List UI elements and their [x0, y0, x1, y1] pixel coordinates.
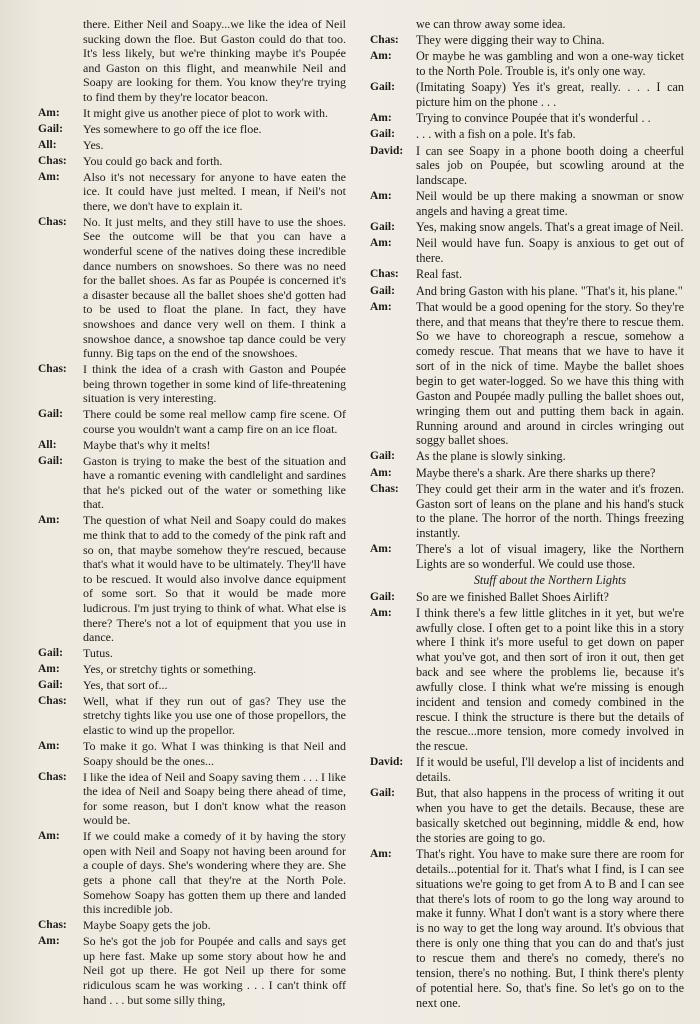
dialogue-text: Gaston is trying to make the best of the situation and have a romantic evening with candlelight and sardines that he's picked out of the water or something like that. [83, 453, 346, 512]
speaker-name: Gail: [38, 454, 63, 467]
dialogue-text: That would be a good opening for the story. So they're there, and that means that they're there to rescue them. So we have to choreograph a rescue, somehow a comedy rescue. That means that we have to have it sort of in the nick of time. Maybe the ballet shoes begin to get water-logged. So we have this thing with Gaston and Poupée madly pulling the ballet shoes out, wringing them out and putting them back in again. Running around and around in circles wringing out soggy ballet shoes. [416, 299, 684, 448]
dialogue-text: Tutus. [83, 646, 113, 661]
dialogue-turn [38, 918, 346, 933]
dialogue-text: Yes, making snow angels. That's a great image of Neil. [416, 220, 684, 235]
dialogue-text: Yes. [83, 137, 104, 152]
dialogue-turn [38, 934, 346, 1007]
speaker-name: Gail: [370, 284, 395, 297]
right-dialogue-list-2 [370, 590, 684, 1011]
speaker-name: Am: [38, 663, 60, 676]
left-column [38, 17, 346, 1008]
dialogue-turn [38, 513, 346, 644]
dialogue-turn [370, 542, 684, 572]
dialogue-turn [370, 111, 684, 126]
dialogue-text: Maybe that's why it melts! [83, 437, 211, 452]
dialogue-text: Yes somewhere to go off the ice floe. [83, 121, 262, 136]
right-dialogue-list [370, 33, 684, 572]
dialogue-turn [370, 786, 684, 845]
speaker-name: Am: [38, 106, 60, 119]
speaker-name: Gail: [38, 678, 63, 691]
speaker-name: Am: [370, 848, 392, 861]
speaker-name: Gail: [370, 128, 395, 141]
dialogue-turn [370, 847, 684, 1010]
speaker-name: Chas: [38, 919, 67, 932]
dialogue-turn [38, 739, 346, 768]
dialogue-text: So he's got the job for Poupée and calls and says get up here fast. Make up some story about how he and Neil got up there. He got Neil up there for some ridiculous scam he was working . . . I can't think off hand . . . but some silly thing, [83, 934, 346, 1007]
dialogue-turn [370, 590, 684, 605]
dialogue-turn [370, 33, 684, 48]
dialogue-text: Yes, that sort of... [83, 677, 168, 692]
speaker-name: Gail: [370, 221, 395, 234]
dialogue-turn [38, 829, 346, 917]
speaker-name: Gail: [370, 81, 395, 94]
dialogue-turn [38, 122, 346, 137]
speaker-name: Am: [370, 190, 392, 203]
dialogue-turn [38, 678, 346, 693]
dialogue-turn [370, 49, 684, 79]
dialogue-text: There's a lot of visual imagery, like the Northern Lights are so wonderful. We could use those. [416, 542, 684, 572]
dialogue-text: No. It just melts, and they still have to use the shoes. See the outcome will be that you can have a wonderful scene of the natives doing these incredible dance numbers on snowshoes. So there was no need for the ballet shoes. As far as Poupée is concerned it's a disaster because all the ballet shoes she'd gotten had to be used to float the plane. In fact, they have snowshoes and dance very well on them. I think a snowshoe dance, a snowshoe tap dance could be very funny. Big taps on the end of the snowshoes. [83, 214, 346, 361]
dialogue-text: I can see Soapy in a phone booth doing a cheerful sales job on Poupée, but scowling around at the landscape. [416, 143, 684, 188]
dialogue-text: If it would be useful, I'll develop a list of incidents and details. [416, 755, 684, 785]
speaker-name: Am: [370, 466, 392, 479]
dialogue-text: It might give us another piece of plot to work with. [83, 105, 328, 120]
dialogue-turn [370, 220, 684, 235]
dialogue-turn [370, 284, 684, 299]
speaker-name: Am: [370, 543, 392, 556]
dialogue-text: Neil would have fun. Soapy is anxious to get out of there. [416, 236, 684, 266]
speaker-name: Am: [38, 935, 60, 948]
dialogue-turn [370, 267, 684, 282]
dialogue-turn [370, 466, 684, 481]
dialogue-text: Neil would be up there making a snowman or snow angels and having a great time. [416, 189, 684, 219]
dialogue-text: You could go back and forth. [83, 153, 223, 168]
speaker-name: Am: [370, 606, 392, 619]
speaker-name: Gail: [370, 590, 395, 603]
dialogue-text: . . . with a fish on a pole. It's fab. [416, 127, 576, 142]
dialogue-text: I think the idea of a crash with Gaston and Poupée being thrown together in some kind of life-threatening situation is very interesting. [83, 362, 346, 406]
dialogue-turn [38, 662, 346, 677]
speaker-name: Chas: [38, 770, 67, 783]
dialogue-turn [38, 407, 346, 436]
continued-paragraph: we can throw away some idea. [416, 17, 566, 31]
speaker-name: Am: [38, 830, 60, 843]
speaker-name: Chas: [38, 694, 67, 707]
dialogue-turn [38, 454, 346, 512]
dialogue-turn [370, 606, 684, 754]
speaker-name: Gail: [38, 122, 63, 135]
speaker-name: Chas: [370, 34, 399, 47]
dialogue-text: They were digging their way to China. [416, 33, 605, 48]
speaker-name: Gail: [38, 408, 63, 421]
dialogue-turn [370, 189, 684, 219]
dialogue-text: If we could make a comedy of it by having the story open with Neil and Soapy not having been around for a couple of days. She's wondering where they are. She gets a phone call that they're at the North Pole. Somehow Soapy has gotten them up there and landed this incredible job. [83, 829, 346, 917]
dialogue-turn [370, 482, 684, 541]
dialogue-text: Maybe Soapy gets the job. [83, 918, 211, 933]
dialogue-turn [370, 755, 684, 785]
dialogue-text: I think there's a few little glitches in it yet, but we're awfully close. I often get to a point like this in a story where I think it's more useful to get down on paper what you've got, and then sort of iron it out, then get back and see where the problems lie, because it's awfully close. I think what we're missing is enough incident and tension and comedy combined in the rescue. I think the structure is there but the details of the rescue...more tension, more comedy involved in the rescue. [416, 605, 684, 754]
dialogue-text: Well, what if they run out of gas? They use the stretchy tights like you use one of those propellors, the elastic to wind up the propellor. [83, 693, 346, 738]
dialogue-turn [38, 438, 346, 453]
dialogue-text: Trying to convince Poupée that it's wonderful . . [416, 111, 651, 126]
dialogue-turn [370, 144, 684, 189]
dialogue-turn [38, 138, 346, 153]
dialogue-text: The question of what Neil and Soapy could do makes me think that to add to the comedy of the pink raft and so on, that maybe somehow they're rescued, because that's what it would have to be ultimately. They'll have to be rescued. It would also involve dance equipment of some sort. So that it would be made more ludicrous. I'm just trying to think of what. What else is there? There's not a lot of equipment that you use in dance. [83, 513, 346, 645]
dialogue-turn [370, 449, 684, 464]
continued-paragraph: there. Either Neil and Soapy...we like the idea of Neil sucking down the floe. But Gaston could do that too. It's less likely, but we're thinking maybe it's Poupée and Gaston on this flight, and meanwhile Neil and Soapy are looking for them. You know they're trying to find them by they're locator beacon. [83, 17, 346, 105]
dialogue-turn [38, 154, 346, 169]
speaker-name: Gail: [370, 450, 395, 463]
dialogue-turn [38, 170, 346, 214]
right-column [370, 17, 684, 1012]
speaker-name: Am: [370, 237, 392, 250]
dialogue-turn [38, 770, 346, 828]
dialogue-turn [370, 300, 684, 448]
speaker-name: Chas: [370, 482, 399, 495]
speaker-name: David: [370, 144, 404, 157]
speaker-name: Chas: [38, 154, 67, 167]
dialogue-text: Or maybe he was gambling and won a one-way ticket to the North Pole. Trouble is, it's only one way. [416, 49, 684, 79]
speaker-name: Chas: [38, 363, 67, 376]
dialogue-turn [370, 80, 684, 110]
dialogue-text: As the plane is slowly sinking. [416, 449, 566, 464]
dialogue-turn [38, 106, 346, 121]
dialogue-text: There could be some real mellow camp fire scene. Of course you wouldn't want a camp fire on an ice float. [83, 407, 346, 436]
dialogue-turn [38, 362, 346, 406]
section-heading: Stuff about the Northern Lights [473, 573, 627, 588]
dialogue-text: Real fast. [416, 267, 463, 282]
dialogue-text: But, that also happens in the process of writing it out when you have to get the details. Because, these are basically sketched out beginning, middle & end, how the stories are going to go. [416, 786, 684, 845]
speaker-name: Am: [370, 50, 392, 63]
left-dialogue-list [38, 106, 346, 1007]
speaker-name: Chas: [38, 215, 67, 228]
speaker-name: Gail: [38, 647, 63, 660]
dialogue-text: (Imitating Soapy) Yes it's great, really. . . . I can picture him on the phone . . . [416, 80, 684, 110]
dialogue-text: To make it go. What I was thinking is that Neil and Soapy should be the ones... [83, 739, 346, 768]
speaker-name: Gail: [370, 787, 395, 800]
dialogue-text: So are we finished Ballet Shoes Airlift? [416, 589, 609, 604]
dialogue-turn [370, 127, 684, 142]
dialogue-text: That's right. You have to make sure there are room for details...potential for it. That's what I find, is I can see situations we're going to get from A to B and I can see that there's lots of room to go the long way around to make it funny. What I don't want is a story where there is no way to get the long way around. It's obvious that there is only one thing that you can do and that's just to rescue them and there's no comedy, there's no tension, there's no nothing. But, I think there's plenty of potential here. So, that's fine. So let's go on to the next one. [416, 847, 684, 1010]
speaker-name: All: [38, 138, 57, 151]
dialogue-turn [370, 236, 684, 266]
speaker-name: David: [370, 756, 404, 769]
speaker-name: Am: [38, 740, 60, 752]
dialogue-text: Yes, or stretchy tights or something. [83, 662, 257, 677]
dialogue-text: They could get their arm in the water and it's frozen. Gaston sort of leans on the plane and his hand's stuck to the plane. The horror of the north. Things freezing instantly. [416, 481, 684, 541]
dialogue-text: Also it's not necessary for anyone to have eaten the ice. It could have just melted. I mean, if Neil's not there, we don't have to explain it. [83, 169, 346, 213]
speaker-name: Am: [370, 300, 392, 313]
dialogue-text: I like the idea of Neil and Soapy saving them . . . I like the idea of Neil and Soapy being there ahead of time, for some reason, but I don't know what the reason would be. [83, 769, 346, 828]
dialogue-text: And bring Gaston with his plane. "That's it, his plane." [416, 283, 683, 298]
speaker-name: Am: [370, 112, 392, 125]
dialogue-text: Maybe there's a shark. Are there sharks up there? [416, 465, 656, 480]
dialogue-turn [38, 646, 346, 661]
dialogue-turn [38, 694, 346, 738]
dialogue-turn [38, 215, 346, 361]
speaker-name: Am: [38, 514, 60, 527]
speaker-name: Chas: [370, 268, 399, 281]
speaker-name: All: [38, 438, 57, 451]
speaker-name: Am: [38, 170, 60, 183]
